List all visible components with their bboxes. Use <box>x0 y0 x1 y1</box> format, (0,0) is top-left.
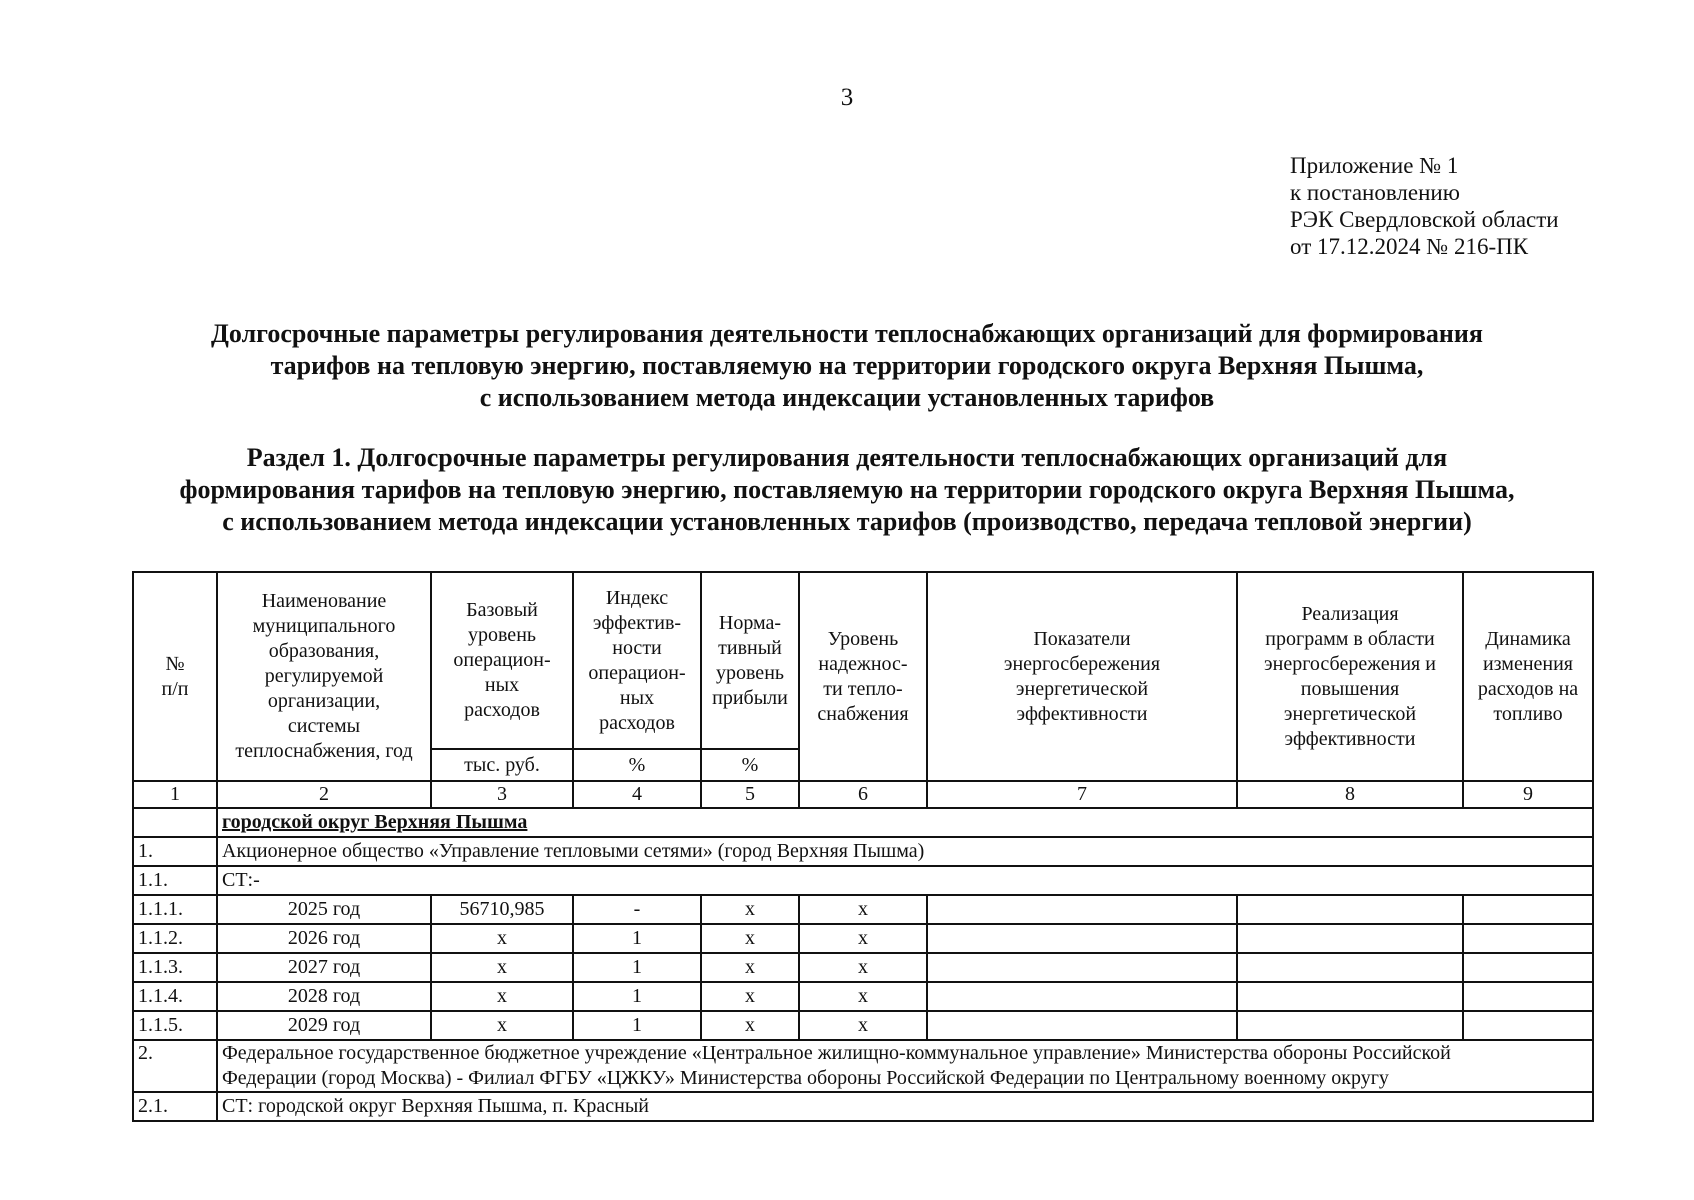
header-text: прибыли <box>712 686 788 709</box>
header-text: энергосбережения и <box>1264 652 1436 675</box>
year-cell: 2026 год <box>217 924 431 953</box>
header-text: энергетической <box>1283 702 1417 725</box>
header-text: ности <box>612 636 662 659</box>
header-base-costs <box>431 572 573 749</box>
header-text: системы <box>287 715 361 737</box>
empty-cell <box>1237 1011 1463 1040</box>
empty-cell <box>927 895 1237 924</box>
unit-percent: % <box>573 749 701 781</box>
column-number: 5 <box>701 781 799 808</box>
header-text: операцион- <box>453 649 551 671</box>
column-number: 8 <box>1237 781 1463 808</box>
base-cost-cell: x <box>431 982 573 1011</box>
section-title <box>0 442 1694 538</box>
header-text: эффектив- <box>592 611 682 634</box>
profit-cell: x <box>701 895 799 924</box>
column-number: 3 <box>431 781 573 808</box>
header-text: № <box>165 652 185 675</box>
year-cell: 2025 год <box>217 895 431 924</box>
organization-name-line: Федерации (город Москва) - Филиал ФГБУ «ЦЖКУ» Министерства обороны Российской Федерации по Центральному военному округу <box>222 1067 1389 1089</box>
row-number: 1.1.5. <box>133 1011 217 1040</box>
document-title-line: Долгосрочные параметры регулирования деятельности теплоснабжающих организаций для формирования <box>211 319 1483 348</box>
table-row <box>133 982 1593 1011</box>
year-cell: 2028 год <box>217 982 431 1011</box>
header-text: программ в области <box>1265 627 1435 650</box>
empty-cell <box>1237 924 1463 953</box>
column-number: 9 <box>1463 781 1593 808</box>
section-title-line: формирования тарифов на тепловую энергию, поставляемую на территории городского округа Верхняя Пышма, <box>179 475 1515 504</box>
header-fuel-dynamics <box>1463 572 1593 781</box>
document-title-line: с использованием метода индексации установленных тарифов <box>479 383 1215 412</box>
system-row <box>133 1092 1593 1121</box>
header-text: эффективности <box>1016 702 1148 725</box>
row-number: 1.1.3. <box>133 953 217 982</box>
header-text: энергосбережения <box>1003 652 1161 675</box>
column-number: 1 <box>133 781 217 808</box>
empty-cell <box>1463 1011 1593 1040</box>
table-row <box>133 924 1593 953</box>
row-number: 1.1.2. <box>133 924 217 953</box>
index-cell: 1 <box>573 1011 701 1040</box>
base-cost-cell: x <box>431 1011 573 1040</box>
organization-name-line: Федеральное государственное бюджетное учреждение «Центральное жилищно-коммунальное управление» Министерства обороны Российской <box>222 1042 1451 1064</box>
table-row <box>133 1011 1593 1040</box>
header-organization <box>217 572 431 781</box>
profit-cell: x <box>701 982 799 1011</box>
index-cell: - <box>573 895 701 924</box>
organization-row <box>133 1040 1593 1092</box>
index-cell: 1 <box>573 953 701 982</box>
header-text: надежнос- <box>818 652 908 675</box>
section-title-line: Раздел 1. Долгосрочные параметры регулирования деятельности теплоснабжающих организаций для <box>246 443 1448 472</box>
header-text: Норма- <box>718 611 782 634</box>
index-cell: 1 <box>573 982 701 1011</box>
base-cost-cell: x <box>431 953 573 982</box>
header-profit-level <box>701 572 799 749</box>
empty-cell <box>927 924 1237 953</box>
header-text: повышения <box>1300 677 1400 700</box>
organization-name <box>217 1040 1593 1092</box>
header-text: муниципального <box>252 615 396 637</box>
municipality-name: городской округ Верхняя Пышма <box>222 811 528 833</box>
municipality-row <box>133 808 1593 837</box>
row-number: 1.1.1. <box>133 895 217 924</box>
appendix-line: РЭК Свердловской области <box>1290 207 1559 232</box>
empty-cell <box>927 982 1237 1011</box>
reliability-cell: x <box>799 895 927 924</box>
column-number: 6 <box>799 781 927 808</box>
document-title <box>0 318 1694 414</box>
header-text: образования, <box>268 640 380 662</box>
header-text: уровень <box>715 661 785 684</box>
header-reliability <box>799 572 927 781</box>
system-row <box>133 866 1593 895</box>
row-number: 1. <box>133 837 217 866</box>
system-name: СТ:- <box>217 866 1593 895</box>
organization-row <box>133 837 1593 866</box>
row-number: 1.1.4. <box>133 982 217 1011</box>
header-text: Наименование <box>261 590 387 612</box>
parameters-table <box>132 571 1594 1122</box>
document-title-line: тарифов на тепловую энергию, поставляемую на территории городского округа Верхняя Пышма, <box>270 351 1424 380</box>
header-text: Индекс <box>605 586 669 609</box>
header-programs <box>1237 572 1463 781</box>
empty-cell <box>1463 953 1593 982</box>
table-row <box>133 895 1593 924</box>
header-text: организации, <box>267 690 381 712</box>
header-text: ных <box>619 686 655 709</box>
empty-cell <box>1237 953 1463 982</box>
row-number: 2.1. <box>133 1092 217 1121</box>
header-text: регулируемой <box>264 665 384 687</box>
header-text: теплоснабжения, год <box>235 740 413 762</box>
header-text: снабжения <box>817 702 909 725</box>
empty-cell <box>133 808 217 837</box>
reliability-cell: x <box>799 1011 927 1040</box>
empty-cell <box>1237 982 1463 1011</box>
header-text: уровень <box>467 624 537 646</box>
reliability-cell: x <box>799 924 927 953</box>
appendix-line: Приложение № 1 <box>1290 153 1459 178</box>
empty-cell <box>1237 895 1463 924</box>
header-text: ти тепло- <box>823 677 903 700</box>
column-number: 2 <box>217 781 431 808</box>
header-text: топливо <box>1493 702 1563 725</box>
appendix-line: от 17.12.2024 № 216-ПК <box>1290 234 1529 259</box>
header-text: п/п <box>161 677 189 700</box>
header-text: расходов на <box>1477 677 1579 700</box>
year-cell: 2029 год <box>217 1011 431 1040</box>
organization-name: Акционерное общество «Управление тепловыми сетями» (город Верхняя Пышма) <box>217 837 1593 866</box>
header-text: тивный <box>718 636 782 659</box>
reliability-cell: x <box>799 982 927 1011</box>
appendix-line: к постановлению <box>1290 180 1460 205</box>
unit-percent: % <box>701 749 799 781</box>
empty-cell <box>927 1011 1237 1040</box>
empty-cell <box>1463 924 1593 953</box>
profit-cell: x <box>701 1011 799 1040</box>
header-text: Реализация <box>1301 602 1399 625</box>
section-title-line: с использованием метода индексации установленных тарифов (производство, передача тепловой энергии) <box>222 507 1472 536</box>
header-efficiency-index <box>573 572 701 749</box>
row-number: 2. <box>133 1040 217 1092</box>
column-number: 4 <box>573 781 701 808</box>
header-number <box>133 572 217 781</box>
row-number: 1.1. <box>133 866 217 895</box>
header-text: Динамика <box>1485 627 1571 650</box>
index-cell: 1 <box>573 924 701 953</box>
appendix-reference <box>1290 152 1559 260</box>
column-number: 7 <box>927 781 1237 808</box>
empty-cell <box>1463 895 1593 924</box>
header-text: ных <box>484 674 520 696</box>
profit-cell: x <box>701 924 799 953</box>
year-cell: 2027 год <box>217 953 431 982</box>
header-text: операцион- <box>588 661 686 684</box>
empty-cell <box>1463 982 1593 1011</box>
header-text: эффективности <box>1284 727 1416 750</box>
header-text: энергетической <box>1015 677 1149 700</box>
header-text: изменения <box>1482 652 1574 675</box>
header-text: Базовый <box>466 599 538 621</box>
base-cost-cell: x <box>431 924 573 953</box>
header-text: расходов <box>599 711 675 734</box>
base-cost-cell: 56710,985 <box>431 895 573 924</box>
column-number-row <box>133 781 1593 808</box>
table-row <box>133 953 1593 982</box>
header-energy-saving <box>927 572 1237 781</box>
header-text: расходов <box>464 699 540 721</box>
system-name: СТ: городской округ Верхняя Пышма, п. Красный <box>217 1092 1593 1121</box>
header-text: Показатели <box>1033 627 1131 650</box>
empty-cell <box>927 953 1237 982</box>
page-number: 3 <box>840 84 854 111</box>
header-text: Уровень <box>827 627 899 650</box>
reliability-cell: x <box>799 953 927 982</box>
profit-cell: x <box>701 953 799 982</box>
unit-thousand-rub: тыс. руб. <box>431 749 573 781</box>
